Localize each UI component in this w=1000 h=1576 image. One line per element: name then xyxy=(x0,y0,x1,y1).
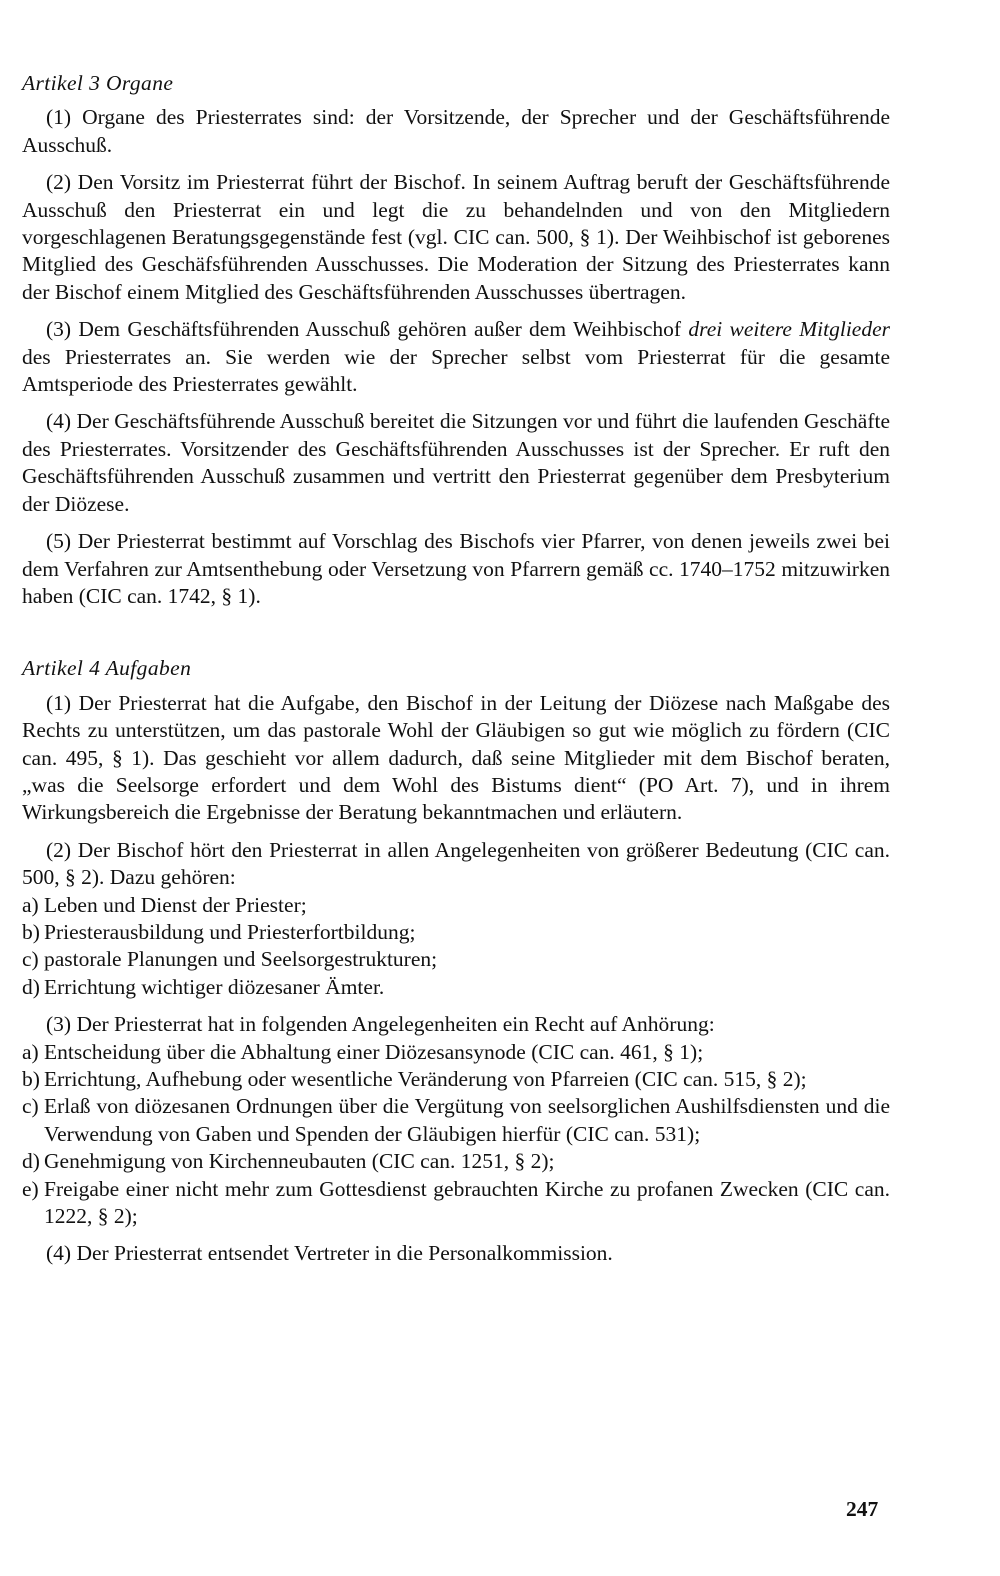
list-item xyxy=(22,892,890,919)
article-3-paragraph-5: (5) Der Priesterrat bestimmt auf Vorschlag des Bischofs vier Pfarrer, von denen jeweils zwei bei dem Verfahren zur Amtsenthebung oder Versetzung von Pfarrern gemäß cc. 1740–1752 mitzuwirken haben (CIC can. 1742, § 1). xyxy=(22,529,890,608)
article-4-paragraph-2-lead: (2) Der Bischof hört den Priesterrat in allen Angelegenheiten von größerer Bedeutung (CIC can. 500, § 2). Dazu gehören: xyxy=(22,837,890,890)
page-number: 247 xyxy=(846,1497,879,1521)
article-3-paragraph-3-end: des Priesterrates an. Sie werden wie der Sprecher selbst vom Priesterrat für die gesamte Amtsperiode des Priesterrates gewählt. xyxy=(22,344,890,397)
article-3-paragraph-1: (1) Organe des Priesterrates sind: der Vorsitzende, der Sprecher und der Geschäftsführende Ausschuß. xyxy=(22,105,890,157)
article-4-heading: Artikel 4 Aufgaben xyxy=(22,656,192,681)
list-item-marker: c) xyxy=(22,1094,39,1119)
list-item-text: Priesterausbildung und Priesterfortbildung; xyxy=(44,919,416,944)
article-4-paragraph-3-lead: (3) Der Priesterrat hat in folgenden Angelegenheiten ein Recht auf Anhörung: xyxy=(46,1012,715,1037)
article-3-paragraph-3-emphasis: drei weitere Mitglieder xyxy=(688,317,891,342)
document-page xyxy=(22,70,890,1278)
list-item-marker: b) xyxy=(22,1067,40,1091)
list-item-marker: a) xyxy=(22,892,39,917)
list-item-text: Erlaß von diözesanen Ordnungen über die Vergütung von seelsorglichen Aushilfsdiensten und die Verwendung von Gaben und Spenden der Gläubigen hierfür (CIC can. 531); xyxy=(44,1094,890,1146)
article-4-paragraph-3-list xyxy=(22,1039,890,1231)
list-item-marker: d) xyxy=(22,974,40,999)
list-item-marker: e) xyxy=(22,1176,39,1201)
list-item xyxy=(22,1039,890,1066)
list-item-text: pastorale Planungen und Seelsorgestrukturen; xyxy=(44,947,438,972)
list-item-marker: a) xyxy=(22,1039,39,1064)
article-3-paragraph-2: (2) Den Vorsitz im Priesterrat führt der Bischof. In seinem Auftrag beruft der Geschäftsführende Ausschuß den Priesterrat ein und legt die zu behandelnden und von den Mitgliedern vorgeschlagenen Beratungsgegenstände fest (vgl. CIC can. 500, § 1). Der Weihbischof ist geborenes Mitglied des Geschäfsführenden Ausschusses. Die Moderation der Sitzung des Priesterrates kann der Bischof einem Mitglied des Geschäftsführenden Ausschusses übertragen. xyxy=(22,170,890,304)
list-item xyxy=(22,919,890,946)
list-item-marker: b) xyxy=(22,919,40,944)
list-item xyxy=(22,946,890,973)
list-item-text: Errichtung, Aufhebung oder wesentliche Veränderung von Pfarreien (CIC can. 515, § 2); xyxy=(44,1067,807,1091)
list-item xyxy=(22,1176,890,1231)
list-item-marker: c) xyxy=(22,947,39,972)
list-item xyxy=(22,1093,890,1148)
list-item-text: Leben und Dienst der Priester; xyxy=(44,892,307,917)
article-4-paragraph-4: (4) Der Priesterrat entsendet Vertreter in die Personalkommission. xyxy=(46,1241,613,1266)
list-item xyxy=(22,1066,890,1093)
list-item-marker: d) xyxy=(22,1149,40,1174)
list-item xyxy=(22,1148,890,1175)
list-item-text: Errichtung wichtiger diözesaner Ämter. xyxy=(44,974,385,999)
list-item-text: Genehmigung von Kirchenneubauten (CIC can. 1251, § 2); xyxy=(44,1149,555,1174)
section-gap xyxy=(22,620,890,655)
article-4-paragraph-1: (1) Der Priesterrat hat die Aufgabe, den Bischof in der Leitung der Diözese nach Maßgabe des Rechts zu unterstützen, um das pastorale Wohl der Gläubigen so gut wie möglich zu fördern (CIC can. 495, § 1). Das geschieht vor allem dadurch, daß seine Mitglieder mit dem Bischof beraten, „was die Seelsorge erfordert und dem Wohl des Bistums dient“ (PO Art. 7), und in ihrem Wirkungsbereich die Ergebnisse der Beratung bekanntmachen und erläutern. xyxy=(22,690,890,825)
list-item-text: Entscheidung über die Abhaltung einer Diözesansynode (CIC can. 461, § 1); xyxy=(44,1039,704,1064)
article-4-paragraph-2-list xyxy=(22,892,890,1002)
article-3-heading: Artikel 3 Organe xyxy=(22,71,174,95)
list-item-text: Freigabe einer nicht mehr zum Gottesdienst gebrauchten Kirche zu profanen Zwecken (CIC can. 1222, § 2); xyxy=(44,1176,890,1229)
article-3-paragraph-3 xyxy=(22,316,890,398)
article-3-paragraph-3-start: (3) Dem Geschäftsführenden Ausschuß gehören außer dem Weihbischof xyxy=(46,317,689,342)
list-item xyxy=(22,974,890,1001)
article-3-paragraph-4: (4) Der Geschäftsführende Ausschuß bereitet die Sitzungen vor und führt die laufenden Geschäfte des Priesterrates. Vorsitzender des Geschäftsführenden Ausschusses ist der Sprecher. Er ruft den Geschäftsführenden Ausschuß zusammen und vertritt den Priesterrat gegenüber dem Presbyterium der Diözese. xyxy=(22,409,890,516)
